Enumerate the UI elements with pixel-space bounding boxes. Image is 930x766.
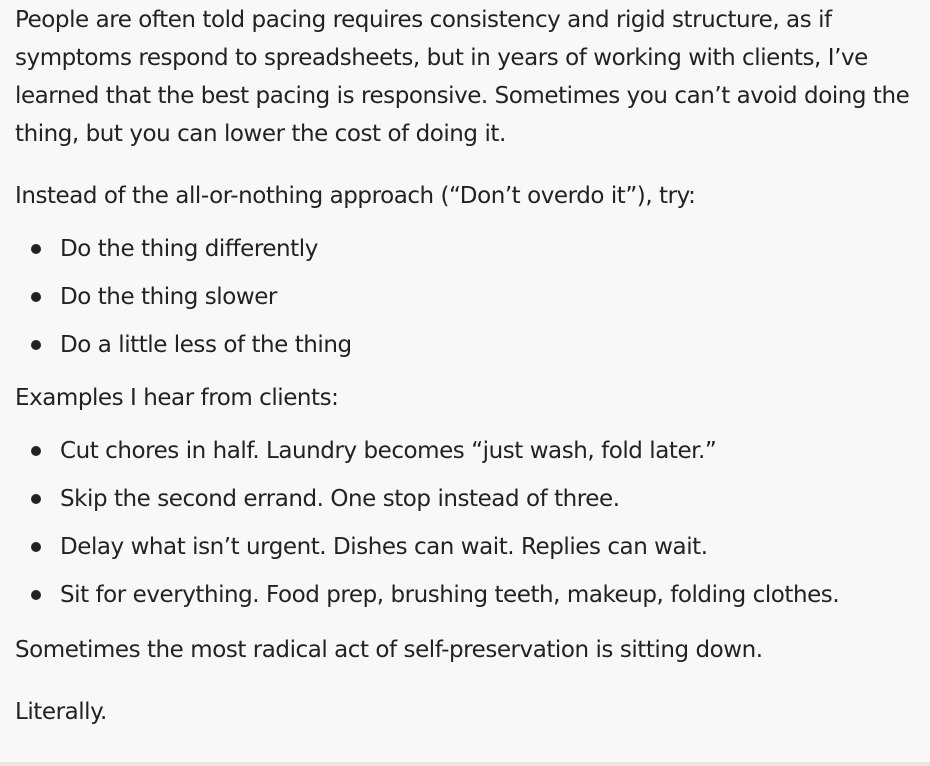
list-item-text: Do the thing slower <box>60 284 277 310</box>
bottom-divider <box>0 762 930 766</box>
examples-list <box>15 427 915 619</box>
list-item-text: Skip the second errand. One stop instead of three. <box>60 486 620 512</box>
radical-paragraph: Sometimes the most radical act of self-preservation is sitting down. <box>15 637 763 663</box>
list-item-text: Do the thing differently <box>60 236 318 262</box>
instead-paragraph: Instead of the all-or-nothing approach (“Don’t overdo it”), try: <box>15 183 696 209</box>
bullet-icon <box>31 494 41 504</box>
bullet-icon <box>31 542 41 552</box>
examples-heading: Examples I hear from clients: <box>15 385 339 411</box>
list-item <box>15 523 915 571</box>
intro-paragraph: People are often told pacing requires consistency and rigid structure, as if symptoms respond to spreadsheets, but in years of working with clients, I’ve learned that the best pacing is responsive. Sometimes you can’t avoid doing the thing, but you can lower the cost of doing it. <box>15 7 910 147</box>
bullet-icon <box>31 292 41 302</box>
bullet-icon <box>31 244 41 254</box>
list-item <box>15 571 915 619</box>
bullet-icon <box>31 340 41 350</box>
list-item <box>15 427 915 475</box>
list-item <box>15 321 915 369</box>
list-item <box>15 225 915 273</box>
bullet-icon <box>31 590 41 600</box>
try-list <box>15 225 915 369</box>
list-item <box>15 273 915 321</box>
literally-paragraph: Literally. <box>15 699 107 725</box>
bullet-icon <box>31 446 41 456</box>
list-item-text: Cut chores in half. Laundry becomes “just wash, fold later.” <box>60 438 717 464</box>
list-item-text: Do a little less of the thing <box>60 332 352 358</box>
list-item-text: Delay what isn’t urgent. Dishes can wait. Replies can wait. <box>60 534 708 560</box>
list-item <box>15 475 915 523</box>
list-item-text: Sit for everything. Food prep, brushing teeth, makeup, folding clothes. <box>60 582 840 608</box>
